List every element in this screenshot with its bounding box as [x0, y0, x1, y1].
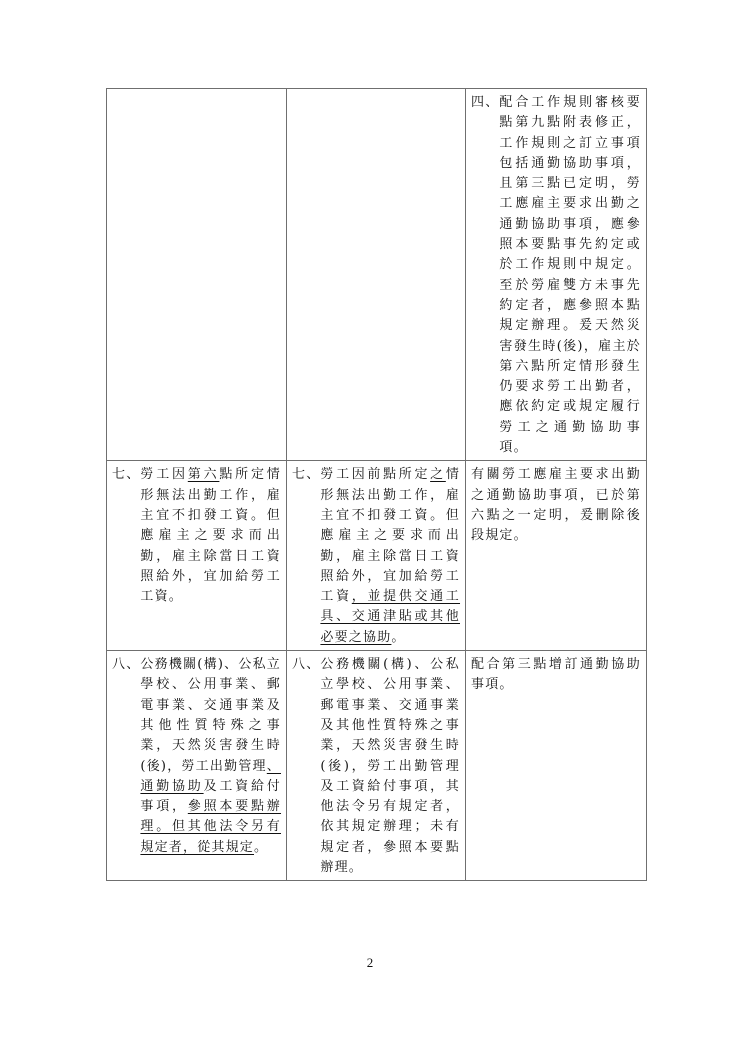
- text-segment: 點所定情形無法出勤工作，雇主宜不扣發工資。但應雇主之要求而出勤，雇主除當日工資照給外，宜加給勞工工資。: [140, 467, 281, 605]
- amended-text: ，並提供交通工具、交通津貼或其他必要之協助: [320, 589, 461, 645]
- amended-text: 之: [430, 467, 446, 483]
- cell-current-text: [287, 461, 466, 651]
- clause-number: 八、: [112, 657, 141, 673]
- text-segment: 配合第三點增訂通勤協助事項。: [471, 657, 641, 693]
- clause-number: 四、: [471, 95, 500, 110]
- clause-text: [140, 655, 281, 858]
- amended-text: 第六: [187, 467, 220, 483]
- clause-text: [140, 465, 281, 607]
- cell-current-text: [287, 651, 466, 881]
- table-row: [107, 461, 647, 651]
- text-segment: 配合工作規則審核要點第九點附表修正，工作規則之訂立事項包括通勤協助事項，且第三點已定明，勞工應雇主要求出勤之通勤協助事項，應參照本要點事先約定或於工作規則中規定。至於勞雇雙方未事先約定者，應參照本點規定辦理。爰天然災害發生時(後)，雇主於第六點所定情形發生仍要求勞工出勤者，應依約定或規定履行勞工之通勤協助事項。: [499, 95, 641, 456]
- text-segment: 。: [391, 629, 406, 645]
- amendment-comparison-table: [106, 88, 647, 881]
- table-row: [107, 651, 647, 881]
- text-segment: 及工資給付事項，: [140, 778, 281, 815]
- explanation-text: [471, 465, 641, 546]
- text-segment: 有關勞工應雇主要求出勤之通勤協助事項，已於第六點之一定明，爰刪除後段規定。: [471, 467, 641, 544]
- text-segment: 勞工因: [140, 467, 188, 483]
- numbered-clause: [471, 93, 641, 458]
- clause-number: 七、: [292, 467, 321, 483]
- cell-explanation: [466, 89, 647, 461]
- clause-text: [320, 655, 460, 878]
- amended-text: 參照本要點辦理。但其他法令另有規定者，從其規定: [140, 799, 282, 855]
- cell-amended-text: [107, 461, 287, 651]
- amended-text: 、通勤協助: [140, 758, 281, 794]
- text-segment: 公務機關(構)、公私立學校、公用事業、郵電事業、交通事業及其他性質特殊之事業，天然災害發生時(後)，勞工出勤管理及工資給付事項，其他法令另有規定者，依其規定辦理；未有規定者，參照本要點辦理。: [320, 657, 460, 875]
- page-number: 2: [366, 955, 374, 970]
- cell-explanation: [466, 461, 647, 651]
- cell-explanation: [466, 651, 647, 881]
- text-segment: 公務機關(構)、公私立學校、公用事業、郵電事業、交通事業及其他性質特殊之事業，天然災害發生時(後)，勞工出勤管理: [140, 657, 281, 774]
- table-row: [107, 89, 647, 461]
- clause-number: 八、: [292, 657, 321, 673]
- text-segment: 情形無法出勤工作，雇主宜不扣發工資。但應雇主之要求而出勤，雇主除當日工資照給外，宜加給勞工工資: [320, 467, 461, 605]
- numbered-clause: [292, 655, 460, 878]
- clause-text: [320, 465, 460, 648]
- clause-text: [499, 93, 641, 458]
- numbered-clause: [112, 465, 281, 607]
- text-segment: 。: [254, 839, 269, 855]
- cell-current-text: [287, 89, 466, 461]
- cell-amended-text: [107, 651, 287, 881]
- clause-number: 七、: [112, 467, 141, 483]
- explanation-text: [471, 655, 641, 696]
- text-segment: 勞工因前點所定: [320, 467, 431, 483]
- numbered-clause: [112, 655, 281, 858]
- numbered-clause: [292, 465, 460, 648]
- cell-amended-text: [107, 89, 287, 461]
